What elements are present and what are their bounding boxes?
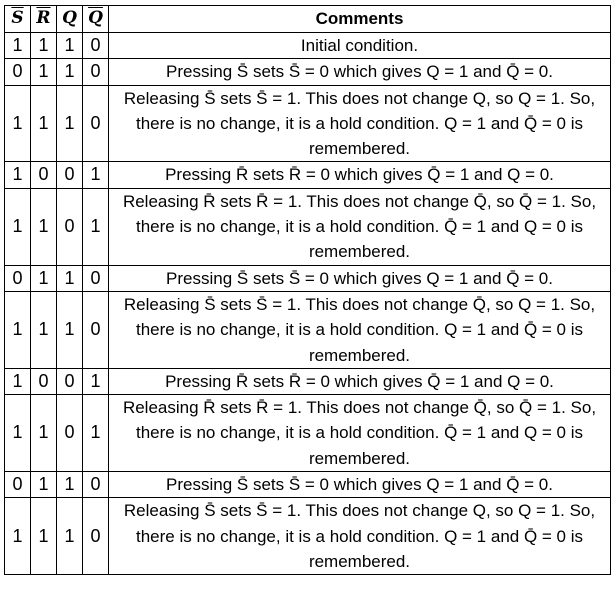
table-row <box>5 188 611 265</box>
cell-q-bar: 0 <box>83 59 109 85</box>
cell-s-bar: 1 <box>5 85 31 162</box>
cell-q-bar: 0 <box>83 472 109 498</box>
cell-q-bar: 0 <box>83 265 109 291</box>
cell-comment: Initial condition. <box>109 33 611 59</box>
cell-comment: Releasing S̄ sets S̄ = 1. This does not change Q, so Q = 1. So, there is no change, it is a hold condition. Q = 1 and Q̄ = 0 is remembered. <box>109 85 611 162</box>
table-row <box>5 85 611 162</box>
header-row <box>5 6 611 33</box>
cell-q-bar: 0 <box>83 498 109 575</box>
table-row <box>5 265 611 291</box>
cell-s-bar: 1 <box>5 498 31 575</box>
cell-q-bar: 1 <box>83 395 109 472</box>
table-row <box>5 368 611 394</box>
cell-q: 0 <box>57 395 83 472</box>
header-r-bar: $\overline{R}$ <box>31 6 57 33</box>
cell-comment: Pressing R̄ sets R̄ = 0 which gives Q̄ = 1 and Q = 0. <box>109 162 611 188</box>
table-row <box>5 33 611 59</box>
cell-q: 1 <box>57 33 83 59</box>
cell-q: 0 <box>57 188 83 265</box>
cell-q: 1 <box>57 498 83 575</box>
header-q: Q <box>57 6 83 33</box>
cell-r-bar: 1 <box>31 59 57 85</box>
cell-r-bar: 0 <box>31 162 57 188</box>
header-s-bar: $\overline{S}$ <box>5 6 31 33</box>
cell-q: 1 <box>57 59 83 85</box>
cell-q: 1 <box>57 291 83 368</box>
cell-q: 1 <box>57 265 83 291</box>
cell-q-bar: 1 <box>83 188 109 265</box>
cell-comment: Pressing S̄ sets S̄ = 0 which gives Q = 1 and Q̄ = 0. <box>109 472 611 498</box>
cell-s-bar: 1 <box>5 395 31 472</box>
cell-q-bar: 0 <box>83 291 109 368</box>
cell-comment: Releasing R̄ sets R̄ = 1. This does not change Q̄, so Q̄ = 1. So, there is no change, it is a hold condition. Q̄ = 1 and Q = 0 is remembered. <box>109 188 611 265</box>
cell-q: 0 <box>57 368 83 394</box>
cell-q-bar: 0 <box>83 33 109 59</box>
cell-s-bar: 0 <box>5 59 31 85</box>
cell-r-bar: 1 <box>31 498 57 575</box>
cell-s-bar: 1 <box>5 291 31 368</box>
cell-r-bar: 1 <box>31 395 57 472</box>
cell-q: 0 <box>57 162 83 188</box>
cell-q-bar: 0 <box>83 85 109 162</box>
cell-q-bar: 1 <box>83 162 109 188</box>
cell-r-bar: 1 <box>31 472 57 498</box>
cell-q: 1 <box>57 472 83 498</box>
cell-s-bar: 1 <box>5 162 31 188</box>
cell-q-bar: 1 <box>83 368 109 394</box>
cell-comment: Pressing R̄ sets R̄ = 0 which gives Q̄ = 1 and Q = 0. <box>109 368 611 394</box>
cell-q: 1 <box>57 85 83 162</box>
cell-comment: Releasing S̄ sets S̄ = 1. This does not change Q̄, so Q = 1. So, there is no change, it is a hold condition. Q = 1 and Q̄ = 0 is remembered. <box>109 291 611 368</box>
cell-s-bar: 1 <box>5 33 31 59</box>
cell-s-bar: 0 <box>5 472 31 498</box>
table-row <box>5 162 611 188</box>
cell-r-bar: 1 <box>31 265 57 291</box>
table-row <box>5 59 611 85</box>
cell-comment: Pressing S̄ sets S̄ = 0 which gives Q = 1 and Q̄ = 0. <box>109 265 611 291</box>
truth-table <box>4 5 611 575</box>
header-q-bar: $\overline{Q}$ <box>83 6 109 33</box>
cell-r-bar: 1 <box>31 291 57 368</box>
table-row <box>5 395 611 472</box>
cell-s-bar: 0 <box>5 265 31 291</box>
table-row <box>5 498 611 575</box>
cell-s-bar: 1 <box>5 368 31 394</box>
cell-r-bar: 1 <box>31 33 57 59</box>
cell-r-bar: 1 <box>31 188 57 265</box>
cell-comment: Releasing S̄ sets S̄ = 1. This does not change Q, so Q = 1. So, there is no change, it is a hold condition. Q = 1 and Q̄ = 0 is remembered. <box>109 498 611 575</box>
table-row <box>5 291 611 368</box>
cell-s-bar: 1 <box>5 188 31 265</box>
cell-comment: Pressing S̄ sets S̄ = 0 which gives Q = 1 and Q̄ = 0. <box>109 59 611 85</box>
table-row <box>5 472 611 498</box>
header-comments: Comments <box>109 6 611 33</box>
cell-r-bar: 1 <box>31 85 57 162</box>
cell-comment: Releasing R̄ sets R̄ = 1. This does not change Q̄, so Q̄ = 1. So, there is no change, it is a hold condition. Q̄ = 1 and Q = 0 is remembered. <box>109 395 611 472</box>
cell-r-bar: 0 <box>31 368 57 394</box>
